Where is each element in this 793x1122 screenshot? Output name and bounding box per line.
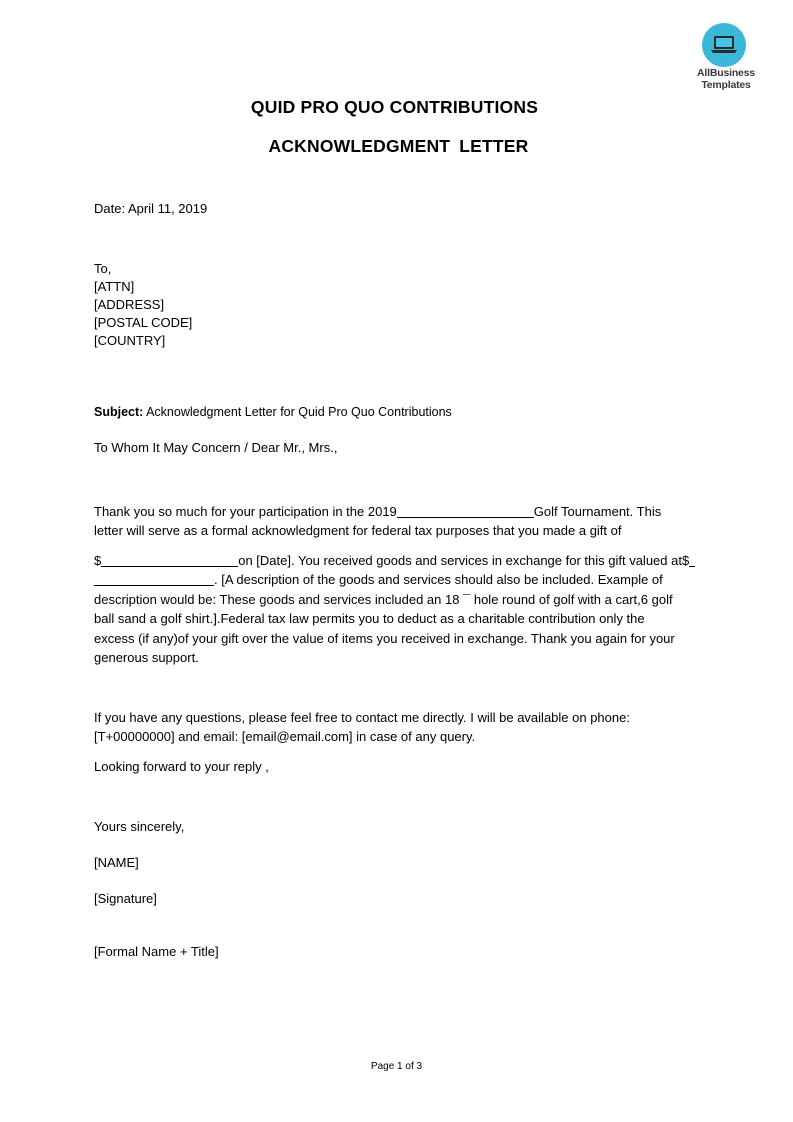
body-paragraph-2-line-6: generous support. [94,650,199,665]
body-paragraph-2-line-3: description would be: These goods and services included an 18 ¯ hole round of golf with a cart,6 golf [94,592,673,607]
recipient-attn: [ATTN] [94,279,135,294]
yours-sincerely: Yours sincerely, [94,819,185,834]
fill-in-blank [101,553,238,567]
body-paragraph-3-line-2: [T+00000000] and email: [email@email.com] in case of any query. [94,729,476,744]
body-text: on [Date]. You received goods and services in exchange for this gift valued at$ [238,553,690,568]
page-number: Page 1 of 3 [370,1061,423,1072]
subject-label: Subject: [94,405,144,419]
signoff-name: [NAME] [94,855,139,870]
subject-line [94,403,452,421]
body-text: $ [94,553,102,568]
body-paragraph-2-line-4: ball sand a golf shirt.].Federal tax law permits you to deduct as a charitable contribution only the [94,611,645,626]
body-paragraph-2-line-1 [94,552,695,570]
logo-line-1: AllBusiness [697,67,755,79]
body-paragraph-1-line-2: letter will serve as a formal acknowledgment for federal tax purposes that you made a gift of [94,523,622,538]
signoff-formal-name-title: [Formal Name + Title] [94,944,219,959]
subject-text: Acknowledgment Letter for Quid Pro Quo Contributions [143,405,452,419]
body-paragraph-3-line-1: If you have any questions, please feel free to contact me directly. I will be available on phone: [94,710,630,725]
document-title: QUID PRO QUO CONTRIBUTIONS [250,97,539,117]
laptop-icon [702,23,746,67]
fill-in-blank [689,553,695,567]
body-text: . [A description of the goods and services should also be included. Example of [214,572,663,587]
closing-line: Looking forward to your reply , [94,759,269,774]
allbusiness-templates-logo [690,22,762,96]
body-text: Golf Tournament. This [533,504,662,519]
body-paragraph-2-line-2 [94,571,663,589]
body-text: Thank you so much for your participation in the 2019 [94,504,397,519]
recipient-address: [ADDRESS] [94,297,165,312]
logo-line-2: Templates [701,79,751,91]
logo-text [690,67,762,91]
recipient-to: To, [94,261,112,276]
body-paragraph-1-line-1 [94,503,661,521]
fill-in-blank [397,504,534,518]
recipient-postal-code: [POSTAL CODE] [94,315,193,330]
signoff-signature: [Signature] [94,891,157,906]
document-subtitle: ACKNOWLEDGMENT LETTER [268,136,529,156]
letter-date: Date: April 11, 2019 [94,201,208,216]
fill-in-blank [94,572,214,586]
salutation: To Whom It May Concern / Dear Mr., Mrs., [94,440,338,455]
recipient-country: [COUNTRY] [94,333,166,348]
body-paragraph-2-line-5: excess (if any)of your gift over the value of items you received in exchange. Thank you again for your [94,631,675,646]
